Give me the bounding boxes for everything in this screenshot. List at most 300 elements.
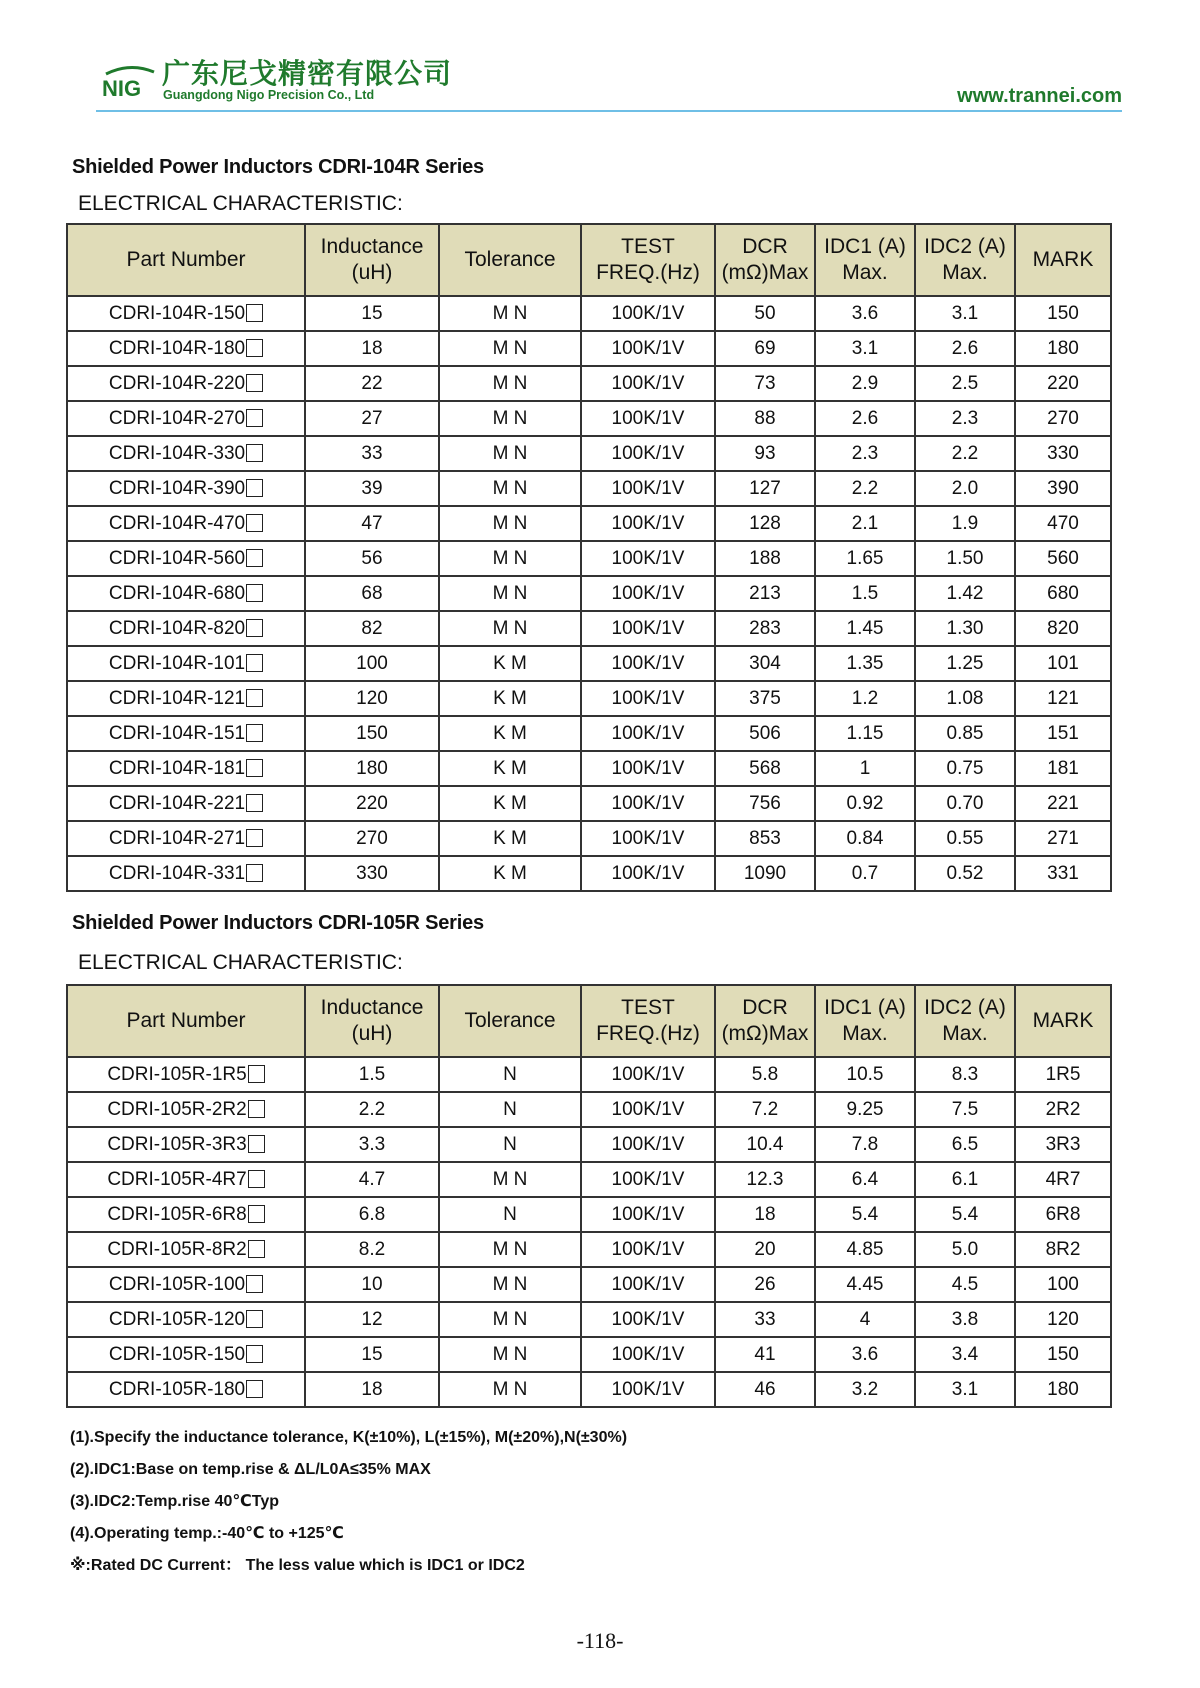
tolerance-code-box — [246, 304, 263, 322]
table-cell — [305, 541, 439, 576]
cell-text: CDRI-105R-3R3 — [107, 1133, 247, 1155]
cell-text: 1.5 — [851, 582, 879, 604]
tolerance-code-box — [246, 1310, 263, 1328]
column-header — [915, 224, 1015, 296]
logo-text: NIG — [102, 76, 142, 100]
cell-text: 100K/1V — [611, 757, 685, 779]
table-cell — [581, 856, 715, 891]
table-cell — [305, 1302, 439, 1337]
column-header-text: Max. — [942, 261, 988, 284]
cell-text: 1.35 — [846, 652, 884, 674]
table-cell — [581, 471, 715, 506]
cell-text: 2.2 — [358, 1098, 386, 1120]
table-cell — [715, 1057, 815, 1092]
cell-text: N — [503, 1133, 517, 1155]
cell-text: 1.25 — [946, 652, 984, 674]
website-link[interactable]: www.trannei.com — [957, 85, 1122, 107]
cell-text: N — [503, 1203, 517, 1225]
column-header-text: IDC2 (A) — [924, 996, 1006, 1019]
column-header — [439, 224, 581, 296]
cell-text: K M — [493, 757, 527, 779]
table-cell — [815, 1127, 915, 1162]
table-cell — [1015, 611, 1111, 646]
column-header — [1015, 224, 1111, 296]
table-cell — [305, 786, 439, 821]
cell-text: 39 — [361, 477, 383, 499]
cell-text: 188 — [749, 547, 781, 569]
cell-text: 100K/1V — [611, 1343, 685, 1365]
table-cell — [439, 576, 581, 611]
table-cell — [915, 1197, 1015, 1232]
tolerance-code-box — [246, 444, 263, 462]
table-cell — [581, 1337, 715, 1372]
cell-text: M N — [492, 617, 528, 639]
cell-text: CDRI-104R-150 — [108, 302, 246, 324]
cell-text: 18 — [361, 337, 383, 359]
cell-text: 2.1 — [851, 512, 879, 534]
tolerance-code-box — [246, 374, 263, 392]
table-row — [67, 1267, 1111, 1302]
cell-text: CDRI-104R-470 — [108, 512, 246, 534]
table-cell — [815, 1057, 915, 1092]
table-cell — [1015, 1197, 1111, 1232]
table-row — [67, 506, 1111, 541]
tolerance-code-box — [246, 584, 263, 602]
cell-text: 4.7 — [358, 1168, 386, 1190]
table-cell — [815, 786, 915, 821]
table-row — [67, 611, 1111, 646]
cell-text: 7.8 — [851, 1133, 879, 1155]
cell-text: 0.7 — [851, 862, 879, 884]
table-cell — [815, 1337, 915, 1372]
cell-text: 33 — [361, 442, 383, 464]
cell-text: 10 — [361, 1273, 383, 1295]
cell-text: 18 — [361, 1378, 383, 1400]
table-cell — [815, 436, 915, 471]
cell-text: CDRI-104R-101 — [108, 652, 246, 674]
column-header — [1015, 985, 1111, 1057]
cell-text: 1090 — [743, 862, 787, 884]
table-cell — [1015, 1127, 1111, 1162]
table-cell — [1015, 821, 1111, 856]
cell-text: 1 — [859, 757, 871, 779]
note-item: (4).Operating temp.:-40℃ to +125℃ — [70, 1525, 344, 1542]
table-cell — [305, 1127, 439, 1162]
table-row — [67, 436, 1111, 471]
cell-text: CDRI-105R-2R2 — [107, 1098, 247, 1120]
tolerance-code-box — [248, 1170, 265, 1188]
cell-text: 5.4 — [851, 1203, 879, 1225]
cell-text: 181 — [1047, 757, 1079, 779]
cell-text: 56 — [361, 547, 383, 569]
table-cell — [439, 786, 581, 821]
cell-text: K M — [493, 827, 527, 849]
table-cell — [581, 401, 715, 436]
table-cell — [1015, 751, 1111, 786]
part-number-cell — [67, 576, 305, 611]
table-cell — [915, 751, 1015, 786]
table-row — [67, 296, 1111, 331]
table-cell — [715, 681, 815, 716]
table-cell — [715, 1372, 815, 1407]
cell-text: 100 — [356, 652, 388, 674]
table-cell — [1015, 856, 1111, 891]
table-cell — [815, 646, 915, 681]
tolerance-code-box — [246, 339, 263, 357]
table-cell — [581, 786, 715, 821]
table-cell — [1015, 681, 1111, 716]
cell-text: 390 — [1047, 477, 1079, 499]
table-cell — [915, 541, 1015, 576]
cell-text: 4 — [859, 1308, 871, 1330]
table-cell — [715, 716, 815, 751]
cell-text: 20 — [754, 1238, 776, 1260]
tolerance-code-box — [246, 864, 263, 882]
table-cell — [815, 1162, 915, 1197]
part-number-cell — [67, 296, 305, 331]
cell-text: 3.1 — [951, 302, 979, 324]
tolerance-code-box — [246, 794, 263, 812]
cell-text: 73 — [754, 372, 776, 394]
cell-text: 1.30 — [946, 617, 984, 639]
table-cell — [915, 1127, 1015, 1162]
table-cell — [439, 1302, 581, 1337]
part-number-cell — [67, 401, 305, 436]
cell-text: 33 — [754, 1308, 776, 1330]
cell-text: 2.2 — [851, 477, 879, 499]
table-row — [67, 751, 1111, 786]
cell-text: 3R3 — [1045, 1133, 1081, 1155]
column-header-text: TEST — [621, 996, 675, 1019]
table-cell — [581, 1057, 715, 1092]
cell-text: 100 — [1047, 1273, 1079, 1295]
tolerance-code-box — [248, 1240, 265, 1258]
cell-text: 3.6 — [851, 302, 879, 324]
part-number-cell — [67, 1162, 305, 1197]
table-cell — [581, 541, 715, 576]
company-logo — [100, 60, 158, 100]
table-cell — [439, 436, 581, 471]
column-header-text: TEST — [621, 235, 675, 258]
table-cell — [581, 296, 715, 331]
cell-text: 271 — [1047, 827, 1079, 849]
cell-text: 100K/1V — [611, 302, 685, 324]
cell-text: 27 — [361, 407, 383, 429]
cell-text: 180 — [1047, 337, 1079, 359]
part-number-cell — [67, 1057, 305, 1092]
part-number-cell — [67, 1372, 305, 1407]
cell-text: 68 — [361, 582, 383, 604]
cell-text: 2R2 — [1045, 1098, 1081, 1120]
column-header — [815, 985, 915, 1057]
table-cell — [581, 751, 715, 786]
column-header-text: Max. — [842, 261, 888, 284]
cell-text: 100K/1V — [611, 1378, 685, 1400]
cell-text: 150 — [1047, 302, 1079, 324]
cell-text: M N — [492, 1238, 528, 1260]
table-cell — [915, 436, 1015, 471]
cell-text: 22 — [361, 372, 383, 394]
column-header-text: MARK — [1032, 248, 1094, 271]
part-number-cell — [67, 506, 305, 541]
table-cell — [715, 1162, 815, 1197]
table-cell — [581, 576, 715, 611]
table-cell — [815, 611, 915, 646]
cell-text: 1.65 — [846, 547, 884, 569]
cell-text: 270 — [356, 827, 388, 849]
table-cell — [1015, 716, 1111, 751]
table-cell — [305, 716, 439, 751]
cell-text: CDRI-104R-181 — [108, 757, 246, 779]
cell-text: 100K/1V — [611, 547, 685, 569]
cell-text: 680 — [1047, 582, 1079, 604]
part-number-cell — [67, 366, 305, 401]
cell-text: CDRI-104R-180 — [108, 337, 246, 359]
tolerance-code-box — [246, 1345, 263, 1363]
table-cell — [581, 1372, 715, 1407]
tolerance-code-box — [248, 1205, 265, 1223]
table-cell — [915, 1057, 1015, 1092]
cell-text: N — [503, 1098, 517, 1120]
table-cell — [305, 751, 439, 786]
cell-text: 3.8 — [951, 1308, 979, 1330]
tolerance-code-box — [246, 549, 263, 567]
cell-text: M N — [492, 1378, 528, 1400]
table-cell — [581, 1267, 715, 1302]
table-cell — [715, 821, 815, 856]
column-header-text: MARK — [1032, 1009, 1094, 1032]
part-number-cell — [67, 681, 305, 716]
table-cell — [715, 541, 815, 576]
table-cell — [915, 296, 1015, 331]
table-cell — [305, 506, 439, 541]
table-cell — [815, 576, 915, 611]
table-cell — [915, 331, 1015, 366]
series-104r-title: Shielded Power Inductors CDRI-104R Series — [72, 156, 484, 178]
tolerance-code-box — [246, 689, 263, 707]
cell-text: 2.9 — [851, 372, 879, 394]
table-cell — [915, 1267, 1015, 1302]
cell-text: 0.92 — [846, 792, 884, 814]
table-cell — [1015, 576, 1111, 611]
table-cell — [1015, 1302, 1111, 1337]
table-cell — [1015, 1162, 1111, 1197]
cell-text: M N — [492, 1343, 528, 1365]
column-header-text: IDC1 (A) — [824, 996, 906, 1019]
cell-text: 151 — [1047, 722, 1079, 744]
cell-text: 100K/1V — [611, 1238, 685, 1260]
cell-text: 220 — [1047, 372, 1079, 394]
table-cell — [715, 1232, 815, 1267]
cell-text: 121 — [1047, 687, 1079, 709]
cell-text: 10.5 — [846, 1063, 884, 1085]
cell-text: K M — [493, 722, 527, 744]
table-cell — [915, 786, 1015, 821]
cell-text: 100K/1V — [611, 442, 685, 464]
table-cell — [915, 401, 1015, 436]
table-cell — [439, 751, 581, 786]
table-cell — [1015, 296, 1111, 331]
table-cell — [915, 506, 1015, 541]
column-header-text: FREQ.(Hz) — [596, 1022, 700, 1045]
part-number-cell — [67, 821, 305, 856]
column-header-text: Inductance — [320, 235, 424, 258]
cell-text: 3.1 — [951, 1378, 979, 1400]
cell-text: M N — [492, 1308, 528, 1330]
table-cell — [1015, 646, 1111, 681]
table-cell — [715, 576, 815, 611]
table-row — [67, 1302, 1111, 1337]
table-cell — [1015, 436, 1111, 471]
table-row — [67, 1162, 1111, 1197]
table-cell — [305, 821, 439, 856]
tolerance-code-box — [246, 829, 263, 847]
table-cell — [439, 1267, 581, 1302]
cell-text: 100K/1V — [611, 337, 685, 359]
cell-text: 1.5 — [358, 1063, 386, 1085]
table-cell — [1015, 1232, 1111, 1267]
table-cell — [439, 296, 581, 331]
table-cell — [815, 1267, 915, 1302]
table-cell — [305, 1337, 439, 1372]
column-header-text: Tolerance — [464, 1009, 556, 1032]
cell-text: 5.8 — [751, 1063, 779, 1085]
cell-text: 220 — [356, 792, 388, 814]
series-105r-subtitle: ELECTRICAL CHARACTERISTIC: — [78, 951, 403, 974]
cell-text: 1.15 — [846, 722, 884, 744]
cell-text: 100K/1V — [611, 1308, 685, 1330]
tolerance-code-box — [246, 409, 263, 427]
cell-text: 221 — [1047, 792, 1079, 814]
table-cell — [439, 1127, 581, 1162]
cell-text: 4R7 — [1045, 1168, 1081, 1190]
cell-text: 127 — [749, 477, 781, 499]
table-cell — [915, 716, 1015, 751]
cell-text: CDRI-104R-560 — [108, 547, 246, 569]
cell-text: 0.52 — [946, 862, 984, 884]
cell-text: 150 — [1047, 1343, 1079, 1365]
column-header-text: Tolerance — [464, 248, 556, 271]
cell-text: 100K/1V — [611, 722, 685, 744]
cell-text: 128 — [749, 512, 781, 534]
header-divider — [96, 110, 1122, 112]
cell-text: 6.1 — [951, 1168, 979, 1190]
table-cell — [715, 856, 815, 891]
column-header — [67, 985, 305, 1057]
part-number-cell — [67, 331, 305, 366]
table-cell — [439, 1057, 581, 1092]
table-cell — [815, 541, 915, 576]
cell-text: 853 — [749, 827, 781, 849]
table-cell — [305, 611, 439, 646]
table-cell — [915, 1302, 1015, 1337]
cell-text: 12 — [361, 1308, 383, 1330]
cell-text: CDRI-105R-100 — [108, 1273, 246, 1295]
table-cell — [1015, 366, 1111, 401]
cell-text: M N — [492, 547, 528, 569]
cell-text: 0.84 — [846, 827, 884, 849]
column-header-text: Inductance — [320, 996, 424, 1019]
table-row — [67, 1127, 1111, 1162]
part-number-cell — [67, 751, 305, 786]
note-item: (2).IDC1:Base on temp.rise & ΔL/L0A≤35% MAX — [70, 1461, 431, 1478]
cell-text: 2.3 — [951, 407, 979, 429]
cell-text: 15 — [361, 1343, 383, 1365]
cell-text: CDRI-104R-271 — [108, 827, 246, 849]
table-cell — [1015, 331, 1111, 366]
column-header-text: (uH) — [351, 261, 393, 284]
table-cell — [715, 611, 815, 646]
table-cell — [1015, 541, 1111, 576]
cell-text: CDRI-104R-151 — [108, 722, 246, 744]
column-header — [305, 985, 439, 1057]
cell-text: 820 — [1047, 617, 1079, 639]
part-number-cell — [67, 1197, 305, 1232]
cell-text: 3.2 — [851, 1378, 879, 1400]
cell-text: 100K/1V — [611, 652, 685, 674]
cell-text: 0.85 — [946, 722, 984, 744]
table-cell — [915, 1162, 1015, 1197]
cell-text: 7.2 — [751, 1098, 779, 1120]
cell-text: M N — [492, 372, 528, 394]
table-row — [67, 576, 1111, 611]
table-row — [67, 1057, 1111, 1092]
table-cell — [815, 366, 915, 401]
table-row — [67, 541, 1111, 576]
table-cell — [305, 331, 439, 366]
cell-text: 568 — [749, 757, 781, 779]
column-header — [305, 224, 439, 296]
table-row — [67, 1232, 1111, 1267]
table-cell — [1015, 786, 1111, 821]
tolerance-code-box — [248, 1135, 265, 1153]
cell-text: K M — [493, 652, 527, 674]
cell-text: N — [503, 1063, 517, 1085]
note-item: ※:Rated DC Current： The less value which is IDC1 or IDC2 — [70, 1557, 525, 1574]
cell-text: K M — [493, 792, 527, 814]
table-cell — [815, 1197, 915, 1232]
cell-text: 41 — [754, 1343, 776, 1365]
part-number-cell — [67, 541, 305, 576]
table-row — [67, 681, 1111, 716]
spec-table-104r — [66, 223, 1112, 892]
note-item: (1).Specify the inductance tolerance, K(±10%), L(±15%), M(±20%),N(±30%) — [70, 1429, 628, 1446]
table-cell — [715, 506, 815, 541]
cell-text: 283 — [749, 617, 781, 639]
table-cell — [305, 1232, 439, 1267]
table-cell — [581, 436, 715, 471]
table-cell — [915, 471, 1015, 506]
cell-text: 560 — [1047, 547, 1079, 569]
table-cell — [815, 331, 915, 366]
cell-text: 100K/1V — [611, 1168, 685, 1190]
table-cell — [581, 646, 715, 681]
table-cell — [439, 646, 581, 681]
cell-text: M N — [492, 302, 528, 324]
table-cell — [581, 1302, 715, 1337]
table-cell — [715, 331, 815, 366]
cell-text: 120 — [1047, 1308, 1079, 1330]
cell-text: 47 — [361, 512, 383, 534]
series-104r-subtitle: ELECTRICAL CHARACTERISTIC: — [78, 192, 403, 215]
table-cell — [439, 1372, 581, 1407]
table-cell — [305, 471, 439, 506]
cell-text: CDRI-105R-150 — [108, 1343, 246, 1365]
cell-text: CDRI-104R-330 — [108, 442, 246, 464]
cell-text: 8R2 — [1045, 1238, 1081, 1260]
cell-text: M N — [492, 512, 528, 534]
cell-text: 88 — [754, 407, 776, 429]
